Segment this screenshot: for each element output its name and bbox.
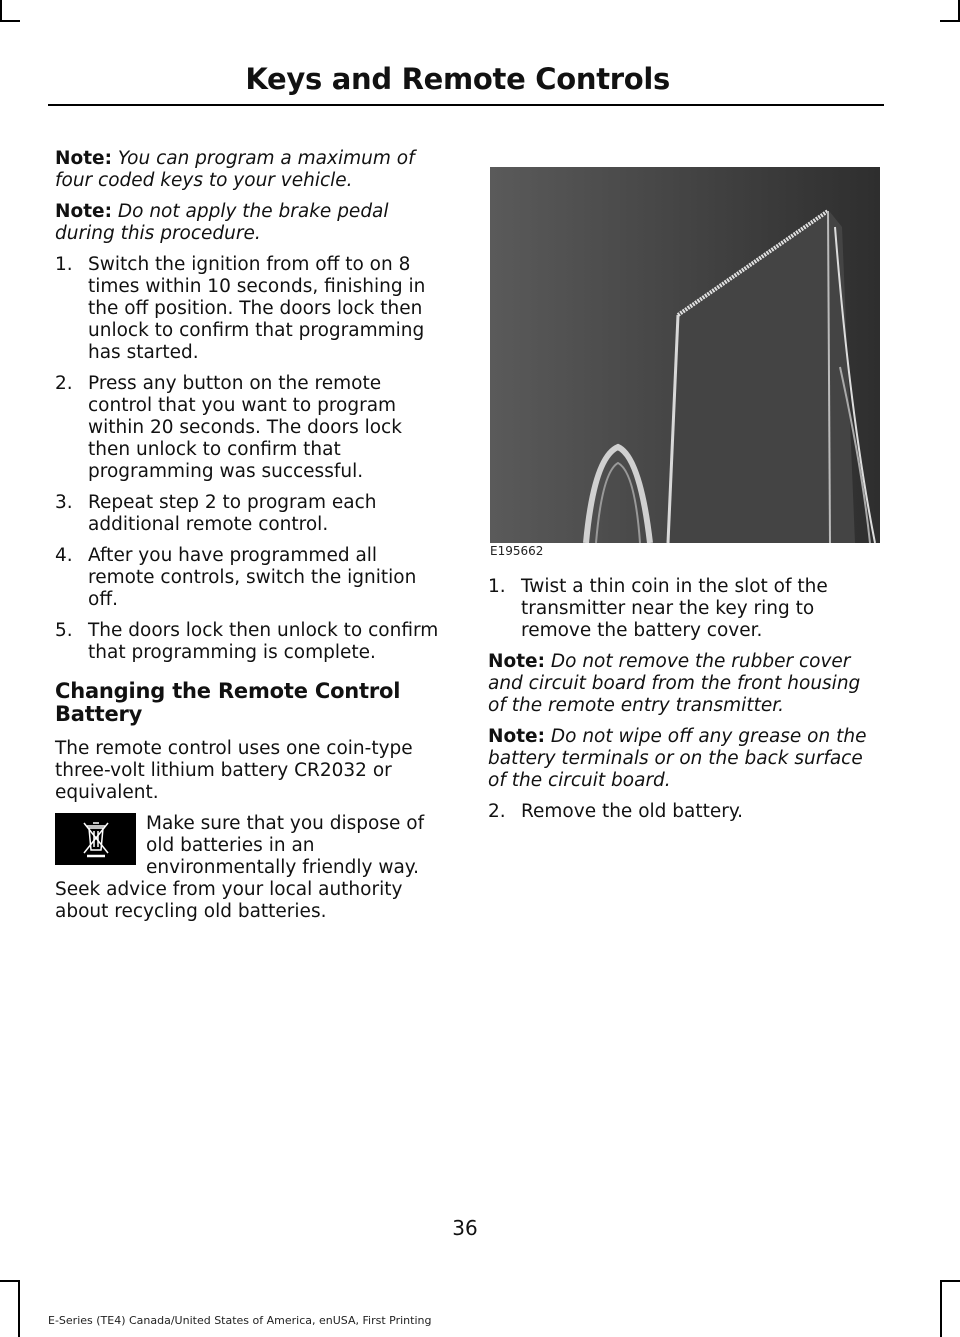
step-text: Repeat step 2 to program each additional remote control.: [88, 492, 377, 535]
header-divider: [48, 104, 884, 106]
crossed-out-bin-icon: [55, 813, 136, 865]
note-label: Note:: [488, 651, 545, 672]
step-item: [55, 492, 448, 536]
step-text: Switch the ignition from off to on 8 times within 10 seconds, finishing in the off position. The doors lock then unlock to confirm that programming has started.: [88, 254, 426, 363]
step-number: 4.: [55, 545, 73, 566]
left-column: [55, 148, 448, 923]
step-item: [55, 373, 448, 483]
step-text: Twist a thin coin in the slot of the transmitter near the key ring to remove the battery cover.: [521, 576, 828, 641]
step-text: The doors lock then unlock to confirm that programming is complete.: [88, 620, 439, 663]
step-number: 1.: [488, 576, 506, 597]
crop-mark: [0, 20, 20, 22]
programming-steps: [55, 254, 448, 664]
crop-mark: [18, 1280, 20, 1337]
note-text: Do not wipe off any grease on the battery terminals or on the back surface of the circuit board.: [488, 726, 867, 791]
crop-mark: [940, 1280, 942, 1337]
battery-steps: [488, 576, 881, 642]
step-item: [488, 801, 881, 823]
battery-intro: The remote control uses one coin-type three-volt lithium battery CR2032 or equivalent.: [55, 738, 413, 803]
figure-code: E195662: [490, 544, 544, 558]
crop-mark: [940, 20, 960, 22]
step-text: Press any button on the remote control that you want to program within 20 seconds. The doors lock then unlock to confirm that programming was successful.: [88, 373, 402, 482]
note-label: Note:: [55, 201, 112, 222]
note-text: You can program a maximum of four coded keys to your vehicle.: [55, 148, 415, 191]
right-column: [488, 576, 881, 832]
step-number: 5.: [55, 620, 73, 641]
note: [488, 651, 881, 717]
note-label: Note:: [55, 148, 112, 169]
remote-control-illustration: [490, 167, 880, 543]
page-title: Keys and Remote Controls: [245, 62, 670, 96]
battery-steps: [488, 801, 881, 823]
disposal-notice: [55, 813, 448, 923]
note: [55, 148, 448, 192]
note-text: Do not apply the brake pedal during this procedure.: [55, 201, 389, 244]
step-item: [55, 254, 448, 364]
step-number: 2.: [55, 373, 73, 394]
footer-text: E-Series (TE4) Canada/United States of America, enUSA, First Printing: [48, 1314, 432, 1327]
section-heading: Changing the Remote Control Battery: [55, 679, 401, 726]
step-item: [55, 545, 448, 611]
crop-mark: [0, 0, 2, 20]
step-item: [55, 620, 448, 664]
note-text: Do not remove the rubber cover and circuit board from the front housing of the remote entry transmitter.: [488, 651, 861, 716]
step-item: [488, 576, 881, 642]
note-label: Note:: [488, 726, 545, 747]
step-number: 2.: [488, 801, 506, 822]
page-number: 36: [452, 1216, 478, 1240]
note: [488, 726, 881, 792]
step-number: 1.: [55, 254, 73, 275]
note: [55, 201, 448, 245]
crop-mark: [940, 1280, 960, 1282]
crop-mark: [0, 1280, 20, 1282]
step-text: After you have programmed all remote controls, switch the ignition off.: [88, 545, 417, 610]
disposal-text: Make sure that you dispose of old batteries in an environmentally friendly way. Seek advice from your local authority about recycling old batteries.: [55, 813, 425, 922]
step-number: 3.: [55, 492, 73, 513]
step-text: Remove the old battery.: [521, 801, 744, 822]
